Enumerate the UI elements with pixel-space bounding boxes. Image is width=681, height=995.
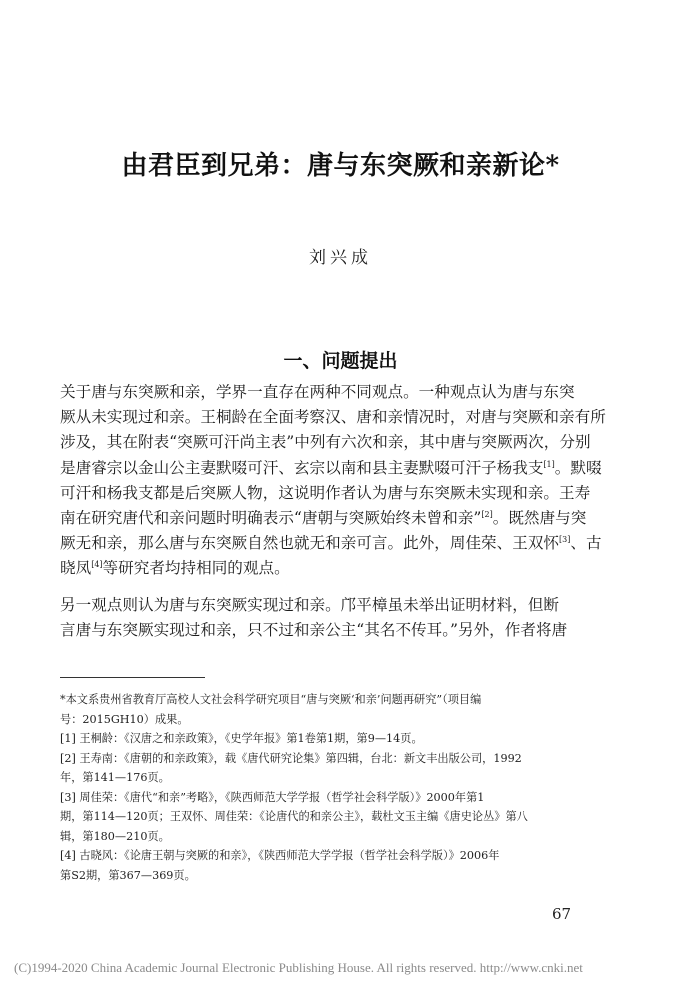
footnote-divider <box>60 677 205 678</box>
text-line: 厥无和亲，那么唐与东突厥自然也就无和亲可言。此外，周佳荣、王双怀[3]、古 <box>60 534 602 553</box>
footnote-4: [4] 古晓风：《论唐王朝与突厥的和亲》，《陕西师范大学学报（哲学社会科学版）》2006年 <box>60 849 500 862</box>
footnote-3-cont: 期，第114—120页；王双怀、周佳荣：《论唐代的和亲公主》，载杜文玉主编《唐史论丛》第八 <box>60 810 528 823</box>
footnote-funding: *本文系贵州省教育厅高校人文社会科学研究项目“唐与突厥‘和亲’问题再研究”（项目编 <box>60 693 482 706</box>
text-line: 关于唐与东突厥和亲，学界一直存在两种不同观点。一种观点认为唐与东突 <box>60 383 575 401</box>
footnote-2: [2] 王寿南：《唐朝的和亲政策》，载《唐代研究论集》第四辑，台北：新文丰出版公司，1992 <box>60 751 522 765</box>
footnote-funding-cont: 号：2015GH10）成果。 <box>60 712 189 726</box>
text-line: 厥从未实现过和亲。王桐龄在全面考察汉、唐和亲情况时，对唐与突厥和亲有所 <box>60 408 606 427</box>
author-name: 刘兴成 <box>309 248 372 268</box>
page-number: 67 <box>552 905 572 923</box>
footnote-4-cont: 第S2期，第367—369页。 <box>60 868 196 882</box>
citation-ref-2[interactable]: [2] <box>481 509 493 519</box>
text-line: 言唐与东突厥实现过和亲，只不过和亲公主“其名不传耳。”另外，作者将唐 <box>60 621 568 640</box>
footnotes <box>60 690 595 885</box>
article-title: 由君臣到兄弟：唐与东突厥和亲新论* <box>121 151 560 181</box>
citation-ref-3[interactable]: [3] <box>559 535 571 545</box>
paragraph-1 <box>60 380 606 582</box>
footnote-1: [1] 王桐龄：《汉唐之和亲政策》，《史学年报》第1卷第1期，第9—14页。 <box>60 732 423 745</box>
citation-ref-4[interactable]: [4] <box>91 560 103 570</box>
text-line: 南在研究唐代和亲问题时明确表示“唐朝与突厥始终未曾和亲”[2]。既然唐与突 <box>60 508 587 527</box>
text-line: 是唐睿宗以金山公主妻默啜可汗、玄宗以南和县主妻默啜可汗子杨我支[1]。默啜 <box>60 458 602 477</box>
text-line: 晓凤[4]等研究者均持相同的观点。 <box>60 559 290 578</box>
copyright-watermark: (C)1994-2020 China Academic Journal Electronic Publishing House. All rights reserved. http://www.cnki.net <box>14 960 583 975</box>
footnote-3-cont: 辑，第180—210页。 <box>60 829 170 843</box>
section-heading: 一、问题提出 <box>283 350 398 372</box>
text-line: 涉及，其在附表“突厥可汗尚主表”中列有六次和亲，其中唐与突厥两次，分别 <box>60 433 591 452</box>
footnote-2-cont: 年，第141—176页。 <box>60 771 170 784</box>
footnote-3: [3] 周佳荣：《唐代“和亲”考略》，《陕西师范大学学报（哲学社会科学版）》2000年第1 <box>60 790 485 804</box>
paragraph-2 <box>60 593 595 643</box>
text-line: 另一观点则认为唐与东突厥实现过和亲。邝平樟虽未举出证明材料，但断 <box>60 596 560 614</box>
citation-ref-1[interactable]: [1] <box>543 459 555 469</box>
text-line: 可汗和杨我支都是后突厥人物，这说明作者认为唐与东突厥未实现和亲。王寿 <box>60 483 591 502</box>
